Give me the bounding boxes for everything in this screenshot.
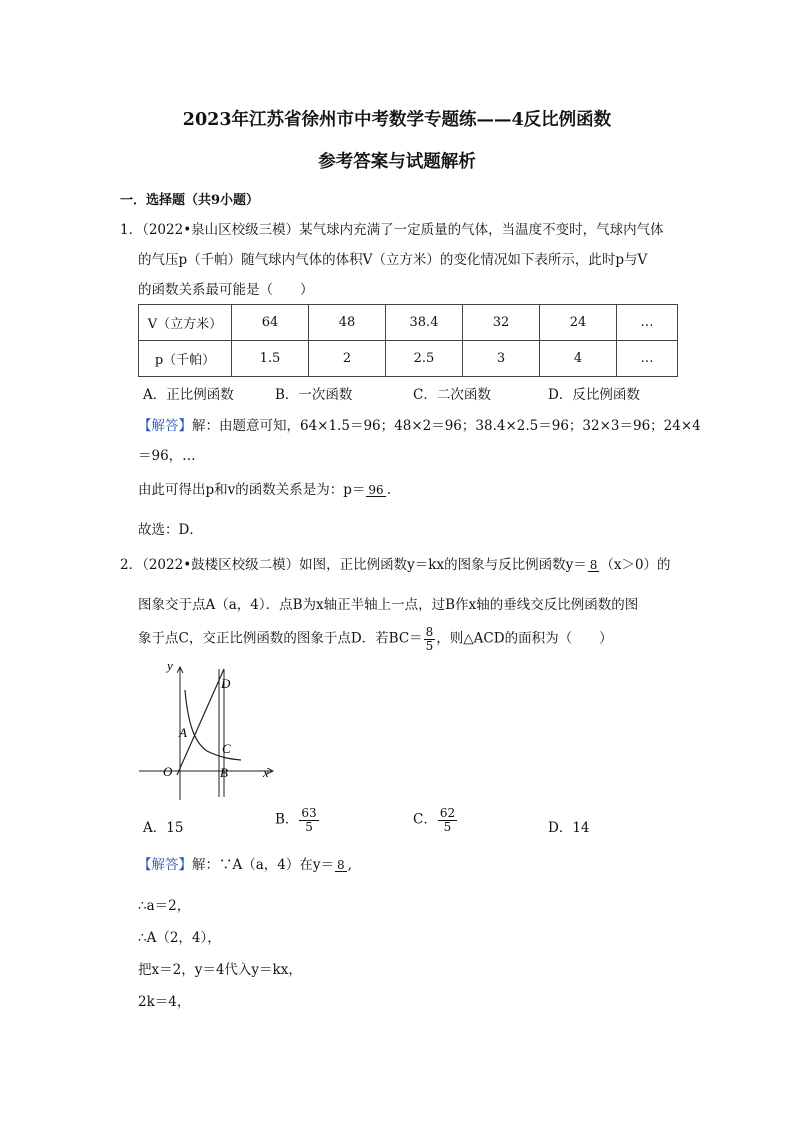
q2-solution-line3: ∴A（2，4）， — [138, 930, 221, 946]
q1-sol3-end: . — [386, 482, 391, 498]
numerator: 62 — [439, 806, 456, 820]
label-x: x — [263, 765, 269, 780]
table-cell: 24 — [540, 305, 617, 341]
table-cell: 38.4 — [386, 305, 463, 341]
answer-tag: 【解答】 — [138, 857, 192, 873]
table-cell: 48 — [309, 305, 386, 341]
numerator: 8 — [589, 557, 598, 572]
label-y: y — [167, 658, 173, 673]
q1-solution-line4: 故选：D． — [138, 522, 203, 538]
q1-sol3-text: 由此可得出p和v的函数关系是为：p＝ — [138, 482, 366, 498]
q2-s1-text: 解：∵A（a，4）在y＝ — [192, 857, 335, 873]
table-cell: V（立方米） — [139, 305, 232, 341]
fraction — [588, 559, 600, 573]
doc-title: 2023年江苏省徐州市中考数学专题练——4反比例函数 — [182, 110, 612, 130]
table-cell: … — [617, 305, 678, 341]
label-c: C — [222, 741, 231, 756]
table-row — [139, 341, 678, 377]
proportional-line — [177, 669, 224, 775]
denominator: 5 — [425, 638, 434, 653]
table-row — [139, 305, 678, 341]
q2-solution-line4: 把x＝2，y＝4代入y＝kx， — [138, 962, 302, 978]
table-cell: 2 — [309, 341, 386, 377]
numerator: 96 — [368, 482, 384, 497]
q2-option-b-letter: B． — [275, 811, 299, 828]
q2-option-a: A．15 — [143, 820, 184, 836]
q1-line3: 的函数关系最可能是（ ） — [138, 282, 314, 298]
fraction — [299, 807, 318, 833]
answer-tag: 【解答】 — [138, 418, 192, 434]
q2-option-d: D．14 — [548, 820, 590, 836]
q1-sol1: 解：由题意可知，64×1.5＝96；48×2＝96；38.4×2.5＝96；32×3＝96；24×4 — [192, 418, 701, 434]
label-o: O — [163, 764, 173, 779]
q2-l1-text: 2．（2022•鼓楼区校级二模）如图，正比例函数y＝kx的图象与反比例函数y＝ — [120, 557, 587, 573]
q2-solution-line1 — [138, 853, 352, 873]
table-cell: 4 — [540, 341, 617, 377]
table-cell: 3 — [463, 341, 540, 377]
table-cell: 64 — [232, 305, 309, 341]
q2-solution-line5: 2k＝4， — [138, 994, 191, 1010]
q1-solution-line1 — [138, 414, 701, 434]
table-cell: 32 — [463, 305, 540, 341]
table-cell: … — [617, 341, 678, 377]
q2-s1-end: , — [347, 857, 352, 873]
q2-figure — [135, 655, 285, 805]
section-heading: 一．选择题（共9小题） — [120, 193, 260, 208]
fraction — [335, 859, 347, 873]
label-b: B — [220, 765, 228, 780]
q1-line1: 1．（2022•泉山区校级三模）某气球内充满了一定质量的气体，当温度不变时，气球内气体 — [120, 222, 664, 238]
label-a: A — [179, 725, 187, 740]
q1-option-c: C．二次函数 — [413, 387, 491, 403]
q2-line2: 图象交于点A（a，4）．点B为x轴正半轴上一点，过B作x轴的垂线交反比例函数的图 — [138, 597, 639, 613]
q2-line1 — [120, 553, 671, 573]
q1-solution-line2: ＝96，… — [138, 448, 196, 464]
q2-l3-text: 象于点C，交正比例函数的图象于点D．若BC＝ — [138, 630, 423, 647]
fraction — [366, 484, 385, 498]
table-cell: 1.5 — [232, 341, 309, 377]
q1-option-b: B．一次函数 — [275, 387, 353, 403]
numerator: 8 — [425, 625, 434, 639]
q1-table — [138, 304, 678, 377]
q1-solution-line3 — [138, 478, 391, 498]
fraction — [424, 626, 436, 652]
q1-line2: 的气压p（千帕）随气球内气体的体积V（立方米）的变化情况如下表所示，此时p与V — [138, 252, 648, 268]
q2-line3 — [138, 626, 613, 652]
numerator: 63 — [301, 806, 317, 820]
label-d: D — [221, 676, 231, 691]
q1-option-d: D．反比例函数 — [548, 387, 640, 403]
q2-l3-end: ，则△ACD的面积为（ ） — [436, 630, 613, 647]
q2-option-c-letter: C． — [413, 811, 437, 828]
denominator: 5 — [305, 819, 313, 834]
fraction — [438, 807, 457, 833]
q2-l1-end: （x＞0）的 — [600, 557, 671, 573]
hyperbola-curve — [185, 690, 241, 760]
table-cell: p（千帕） — [139, 341, 232, 377]
q1-option-a: A．正比例函数 — [143, 387, 234, 403]
numerator: 8 — [337, 857, 345, 872]
doc-subtitle: 参考答案与试题解析 — [318, 152, 476, 172]
q2-solution-line2: ∴a＝2， — [138, 898, 191, 914]
q2-option-c — [413, 807, 458, 833]
table-cell: 2.5 — [386, 341, 463, 377]
q2-option-b — [275, 807, 320, 833]
denominator: 5 — [443, 819, 452, 834]
